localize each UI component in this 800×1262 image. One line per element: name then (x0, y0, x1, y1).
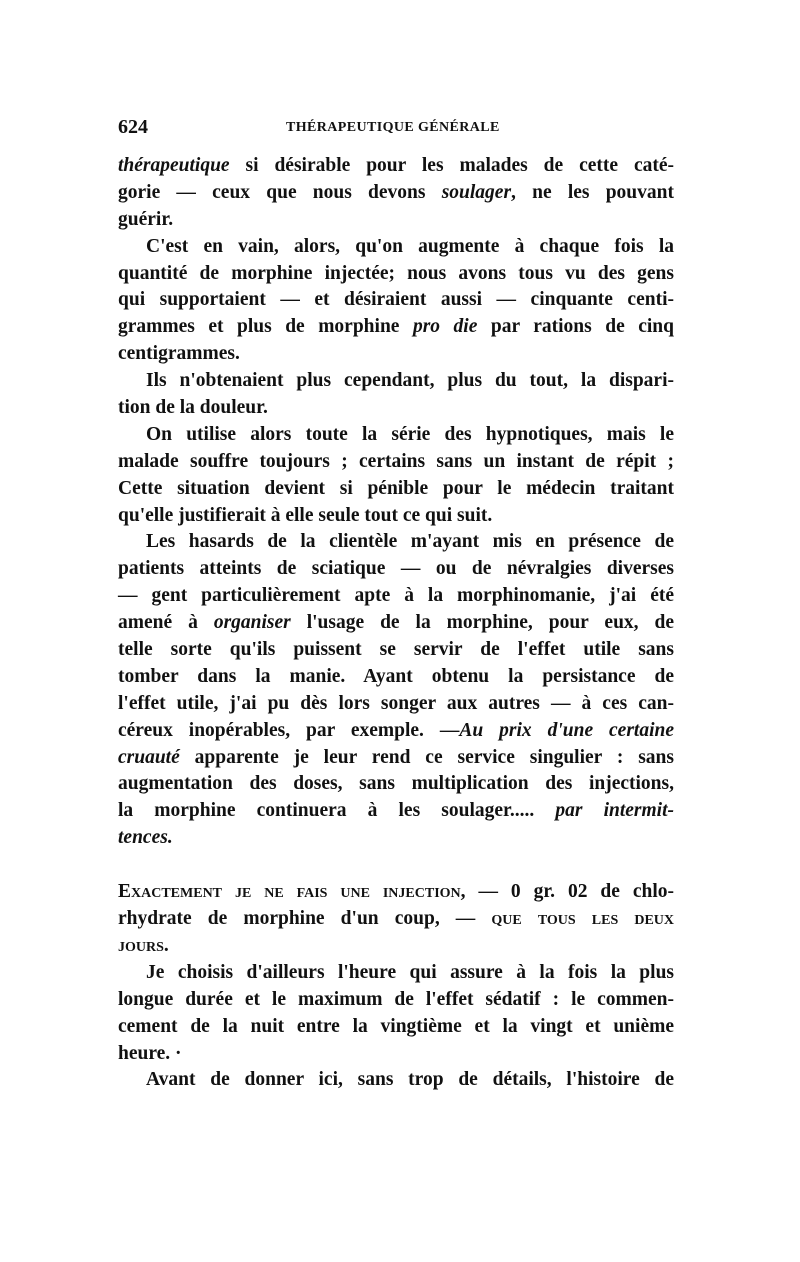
small-caps-text: que tous les deux (491, 908, 675, 930)
text-line: tomber dans la manie. Ayant obtenu la persistance de (118, 665, 674, 687)
italic-text: cruauté (118, 746, 180, 768)
text-line: C'est en vain, alors, qu'on augmente à chaque fois la (146, 235, 674, 257)
text-line: centigrammes. (118, 343, 240, 365)
small-caps-text: jours. (118, 934, 169, 956)
text-line: guérir. (118, 208, 174, 230)
text-line: tion de la douleur. (118, 397, 268, 419)
text-line: patients atteints de sciatique — ou de névralgies diverses (118, 558, 674, 580)
text-line: Ils n'obtenaient plus cependant, plus du tout, la dispari- (146, 370, 674, 392)
small-caps-text: Exactement je ne fais une injection, (118, 881, 466, 903)
italic-text: Au prix d'une certaine (459, 719, 675, 741)
text-line (118, 153, 674, 180)
italic-text: tences. (118, 827, 173, 849)
text-line: longue durée et le maximum de l'effet sédatif : le commen- (118, 988, 674, 1010)
text-line: malade souffre toujours ; certains sans un instant de répit ; (118, 450, 674, 472)
text-line: Les hasards de la clientèle m'ayant mis en présence de (146, 531, 674, 553)
text-line: qui supportaient — et désiraient aussi — cinquante centi- (118, 289, 674, 311)
running-title: THÉRAPEUTIQUE GÉNÉRALE (286, 120, 500, 135)
text-segment: grammes et plus de morphine (118, 316, 413, 338)
italic-text: par intermit- (555, 800, 674, 822)
text-line (118, 314, 674, 341)
text-line (118, 879, 674, 906)
text-segment: céreux inopérables, par exemple. — (118, 719, 460, 741)
text-line: quantité de morphine injectée; nous avons tous vu des gens (118, 262, 674, 284)
text-segment: par rations de cinq (477, 316, 674, 338)
body-text (118, 153, 674, 1094)
text-line: qu'elle justifierait à elle seule tout ce qui suit. (118, 504, 493, 526)
text-segment: — 0 gr. 02 de chlo- (465, 881, 674, 903)
text-line (118, 933, 674, 960)
italic-text: soulager (441, 181, 512, 203)
text-segment: la morphine continuera à les soulager..... (118, 800, 556, 822)
text-line (118, 718, 674, 745)
text-line: On utilise alors toute la série des hypnotiques, mais le (146, 423, 674, 445)
text-line: telle sorte qu'ils puissent se servir de l'effet utile sans (118, 639, 674, 661)
text-line: Je choisis d'ailleurs l'heure qui assure à la fois la plus (146, 961, 674, 983)
text-line (118, 906, 674, 933)
text-segment: si désirable pour les malades de cette caté- (229, 155, 674, 176)
section-gap (118, 852, 674, 879)
text-segment: l'usage de la morphine, pour eux, de (290, 612, 675, 634)
italic-text: pro die (412, 316, 478, 338)
text-line: Cette situation devient si pénible pour le médecin traitant (118, 477, 674, 499)
text-line (118, 610, 674, 637)
text-line (118, 745, 674, 772)
text-segment: amené à (118, 612, 214, 634)
text-line (118, 825, 674, 852)
text-segment: rhydrate de morphine d'un coup, — (118, 908, 492, 930)
page-number: 624 (118, 116, 148, 138)
italic-text: organiser (213, 612, 291, 634)
text-segment: gorie — ceux que nous devons (118, 181, 442, 203)
italic-text: thérapeutique (118, 155, 230, 176)
text-line: — gent particulièrement apte à la morphinomanie, j'ai été (118, 585, 674, 607)
text-line: heure. · (118, 1042, 182, 1064)
text-line: l'effet utile, j'ai pu dès lors songer aux autres — à ces can- (118, 692, 674, 714)
text-segment: , ne les pouvant (511, 181, 674, 203)
page-header (118, 116, 674, 140)
text-line: Avant de donner ici, sans trop de détails, l'histoire de (146, 1069, 674, 1091)
text-segment: apparente je leur rend ce service singulier : sans (179, 746, 674, 768)
text-line (118, 798, 674, 825)
text-line (118, 180, 674, 207)
text-line: augmentation des doses, sans multiplication des injections, (118, 773, 674, 795)
text-line: cement de la nuit entre la vingtième et la vingt et unième (118, 1015, 674, 1037)
